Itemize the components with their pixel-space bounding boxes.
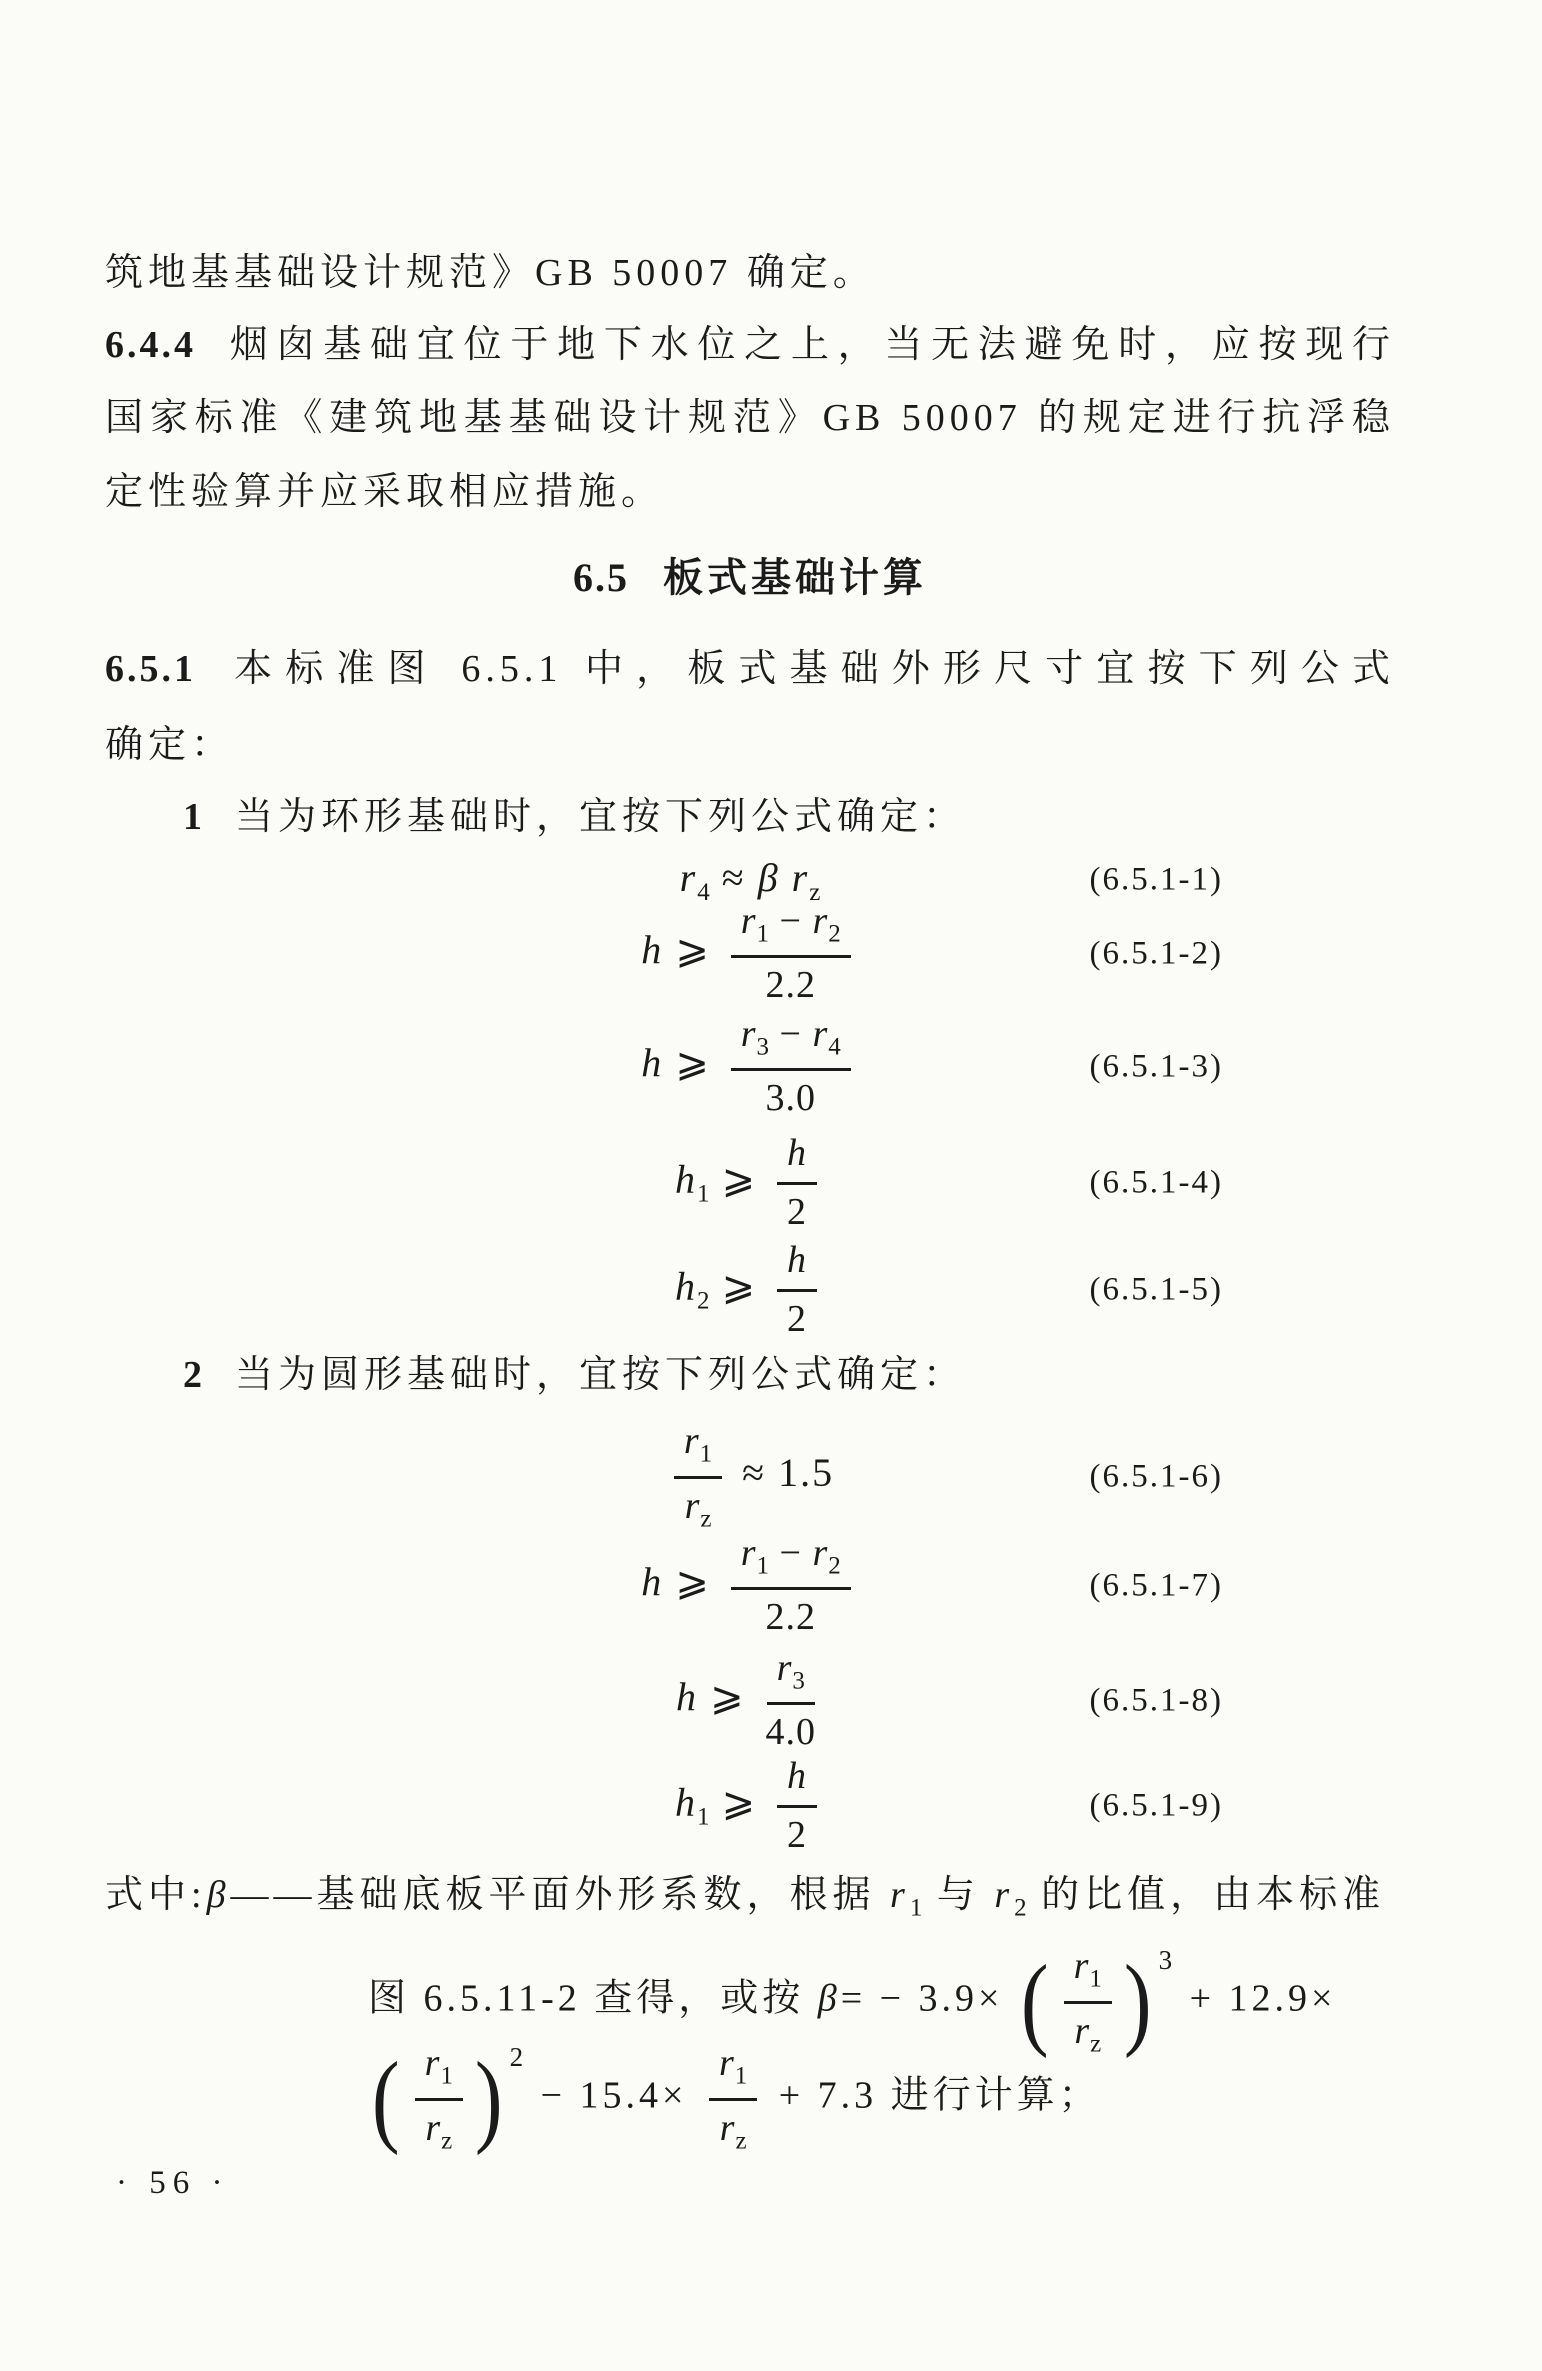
section-title: 板式基础计算 [663, 555, 927, 600]
clause-6-4-4-line-3: 定性验算并应采取相应措施。 [105, 471, 665, 513]
clause-text: 本标准图 6.5.1 中，板式基础外形尺寸宜按下列公式 [226, 648, 1395, 690]
formula-expression: h ⩾ $\frac{r_1 - r_2}{2.2}$ [641, 900, 859, 1008]
clause-number: 6.5.1 [105, 648, 196, 690]
clause-6-4-4-line-2: 国家标准《建筑地基基础设计规范》GB 50007 的规定进行抗浮稳 [105, 397, 1395, 439]
list-item-text: 当为环形基础时，宜按下列公式确定： [235, 796, 967, 838]
formula-expression: h ⩾ $\frac{r_3 - r_4}{3.0}$ [641, 1013, 859, 1121]
formula-expression: h ⩾ $\frac{r_3}{4.0}$ [675, 1646, 816, 1754]
clause-6-4-4-line-1 [105, 322, 1395, 368]
section-heading [105, 546, 1395, 603]
clause-number: 6.4.4 [105, 324, 196, 366]
equation-number: (6.5.1-3) [1089, 1048, 1223, 1085]
formula-expression: $\frac{r_1}{r_z}$ ≈ 1.5 [666, 1420, 834, 1534]
formula-6-5-1-5 [105, 1238, 1395, 1342]
page-number: · 56 · [116, 2165, 230, 2201]
equation-number: (6.5.1-8) [1089, 1682, 1223, 1719]
formula-expression: $h_2$ ⩾ $\frac{h}{2}$ [675, 1239, 825, 1341]
formula-6-5-1-3 [105, 1012, 1395, 1120]
formula-6-5-1-4 [105, 1131, 1395, 1235]
list-item-2 [105, 1352, 1395, 1398]
equation-number: (6.5.1-9) [1089, 1787, 1223, 1824]
list-item-1 [105, 794, 1395, 840]
clause-6-5-1-line-1 [105, 646, 1395, 692]
where-clause-line-1: 式中:β——基础底板平面外形系数，根据 $r_1$ 与 $r_2$ 的比值，由本标准 [105, 1874, 1386, 1922]
formula-6-5-1-6 [105, 1420, 1395, 1533]
beta-formula-part-1: 图 6.5.11-2 查得，或按 β= − 3.9× ( $\frac{r_1}{r_z}$ ) 3 + 12.9× [368, 1944, 1337, 2060]
equation-number: (6.5.1-5) [1089, 1271, 1223, 1308]
formula-expression: h ⩾ $\frac{r_1 - r_2}{2.2}$ [641, 1532, 859, 1640]
formula-6-5-1-2 [105, 899, 1395, 1007]
equation-number: (6.5.1-6) [1089, 1458, 1223, 1495]
equation-number: (6.5.1-4) [1089, 1164, 1223, 1201]
equation-number: (6.5.1-7) [1089, 1567, 1223, 1604]
beta-formula-part-2: ( $\frac{r_1}{r_z}$ ) 2 − 15.4× $\frac{r_1}{r_z}$ + 7.3 进行计算； [371, 2041, 1101, 2157]
list-item-text: 当为圆形基础时，宜按下列公式确定： [235, 1354, 967, 1396]
where-clause-line-3 [368, 2043, 1101, 2155]
formula-expression: $h_1$ ⩾ $\frac{h}{2}$ [675, 1755, 825, 1857]
formula-6-5-1-8 [105, 1646, 1395, 1754]
section-number: 6.5 [573, 555, 629, 600]
formula-6-5-1-7 [105, 1531, 1395, 1639]
equation-number: (6.5.1-1) [1089, 861, 1223, 898]
list-item-number: 1 [183, 796, 205, 838]
formula-expression: $r_4 \approx \beta$ $r_z$ [679, 854, 821, 906]
equation-number: (6.5.1-2) [1089, 935, 1223, 972]
clause-6-5-1-line-2: 确定： [105, 724, 235, 766]
formula-6-5-1-9 [105, 1754, 1395, 1858]
clause-text: 烟囱基础宜位于地下水位之上，当无法避免时，应按现行 [226, 324, 1395, 366]
formula-expression: $h_1$ ⩾ $\frac{h}{2}$ [675, 1132, 825, 1234]
continuation-line: 筑地基基础设计规范》GB 50007 确定。 [105, 252, 876, 294]
list-item-number: 2 [183, 1354, 205, 1396]
